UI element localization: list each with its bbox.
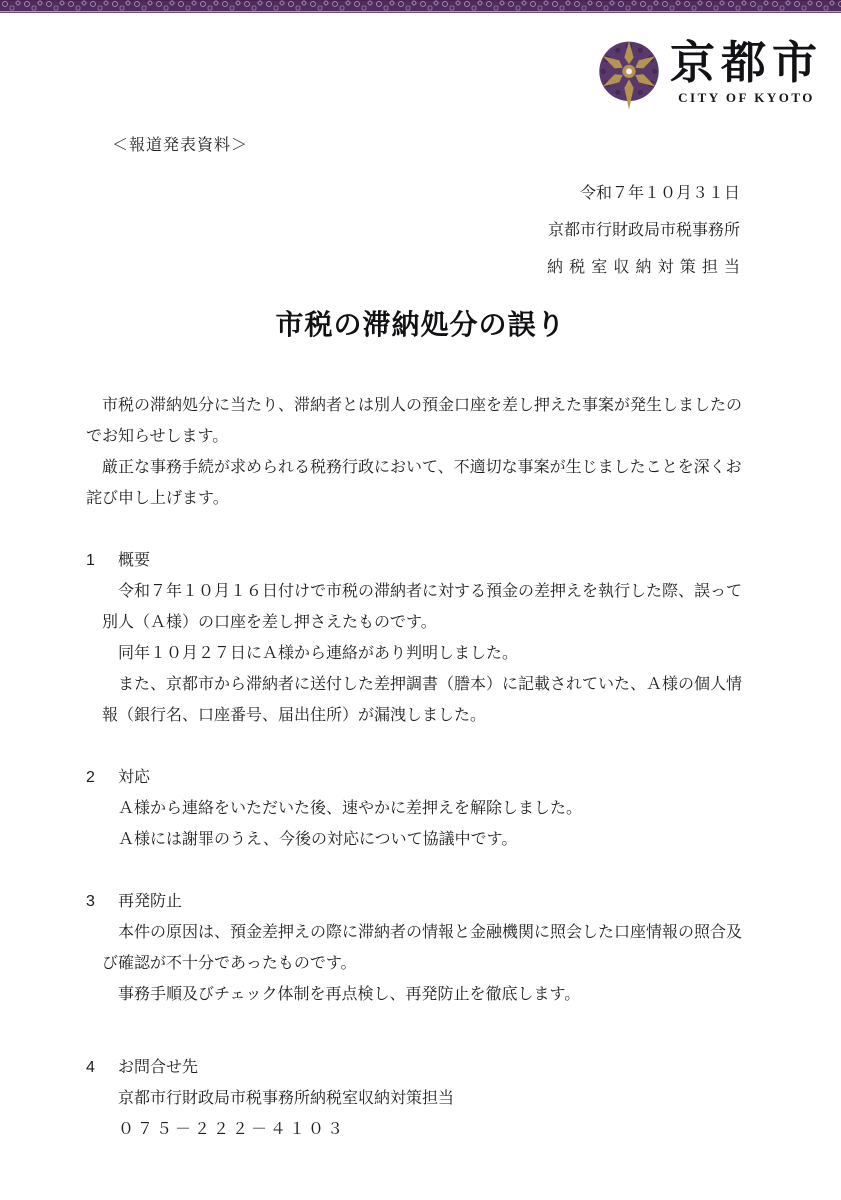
section-paragraph: Ａ様には謝罪のうえ、今後の対応について協議中です。 — [118, 831, 518, 848]
section-paragraph: また、京都市から滞納者に送付した差押調書（謄本）に記載されていた、Ａ様の個人情報（銀行名、口座番号、届出住所）が漏洩しました。 — [102, 676, 743, 724]
section-title: 再発防止 — [118, 893, 183, 910]
issue-date: 令和７年１０月３１日 — [579, 185, 740, 202]
document-type-label: ＜報道発表資料＞ — [112, 137, 249, 154]
section-number: 3 — [86, 893, 95, 910]
section-title: 対応 — [118, 769, 151, 786]
issuer-org: 京都市行財政局市税事務所 — [547, 222, 740, 239]
contact-department: 京都市行財政局市税事務所納税室収納対策担当 — [118, 1090, 455, 1107]
logo-city-name-en: CITY OF KYOTO — [678, 89, 815, 105]
document-body — [86, 130, 755, 1145]
section-prevention — [86, 886, 755, 1010]
section-heading — [86, 886, 755, 917]
section-paragraph: 同年１０月２７日にＡ様から連絡があり判明しました。 — [118, 645, 519, 662]
kyoto-city-logo — [596, 37, 823, 111]
section-title: 概要 — [118, 552, 151, 569]
section-overview — [86, 545, 755, 731]
section-heading — [86, 1052, 755, 1083]
section-contact — [86, 1052, 755, 1145]
section-paragraph: 事務手順及びチェック体制を再点検し、再発防止を徹底します。 — [118, 986, 581, 1003]
section-paragraph: Ａ様から連絡をいただいた後、速やかに差押えを解除しました。 — [118, 800, 583, 817]
kyoto-city-emblem-icon — [596, 37, 662, 111]
section-heading — [86, 545, 755, 576]
intro-paragraphs — [86, 390, 755, 514]
logo-text — [670, 39, 823, 106]
section-paragraph: 本件の原因は、預金差押えの際に滞納者の情報と金融機関に照会した口座情報の照合及び確認が不十分であったものです。 — [102, 924, 743, 972]
page-title: 市税の滞納処分の誤り — [275, 309, 566, 340]
section-response — [86, 762, 755, 855]
section-number: 1 — [86, 552, 95, 569]
section-number: 4 — [86, 1059, 95, 1076]
intro-paragraph: 市税の滞納処分に当たり、滞納者とは別人の預金口座を差し押えた事案が発生しましたのでお知らせします。 — [86, 397, 743, 445]
section-paragraph: 令和７年１０月１６日付けで市税の滞納者に対する預金の差押えを執行した際、誤って別人（Ａ様）の口座を差し押さえたものです。 — [102, 583, 743, 631]
issuer-block — [86, 175, 755, 286]
section-heading — [86, 762, 755, 793]
intro-paragraph: 厳正な事務手続が求められる税務行政において、不適切な事案が生じましたことを深くお詫び申し上げます。 — [86, 459, 742, 507]
section-title: お問合せ先 — [118, 1059, 199, 1076]
logo-city-name: 京都市 — [670, 38, 824, 88]
phone-number: ０７５－２２２－４１０３ — [118, 1121, 347, 1138]
decorative-karakusa-border — [0, 0, 841, 13]
issuer-dept: 納税室収納対策担当 — [547, 259, 740, 276]
section-number: 2 — [86, 769, 95, 786]
